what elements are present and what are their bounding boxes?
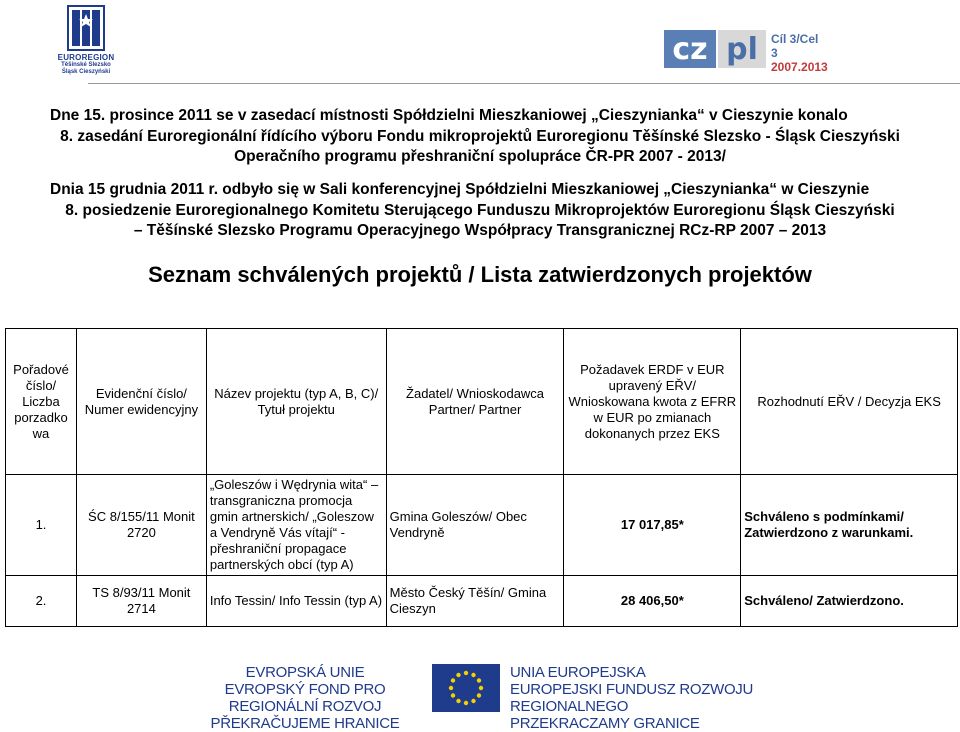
intro-czech	[50, 106, 910, 168]
header-decision: Rozhodnutí EŘV / Decyzja EKS	[741, 329, 958, 475]
czpl-pl-block: pl	[718, 30, 766, 68]
cell-applicant: Město Český Těšín/ Gmina Cieszyn	[386, 576, 564, 627]
table-header-row	[6, 329, 958, 475]
cell-evidence: ŚC 8/155/11 Monit 2720	[76, 475, 206, 576]
eu-cz-motto: PŘEKRAČUJEME HRANICE	[210, 715, 400, 732]
table-row	[6, 475, 958, 576]
header-applicant: Žadatel/ Wnioskodawca Partner/ Partner	[386, 329, 564, 475]
header-amount: Požadavek ERDF v EUR upravený EŘV/ Wnioskowana kwota z EFRR w EUR po zmianach dokonanych przez EKS	[564, 329, 741, 475]
header-divider	[88, 83, 960, 84]
eu-text-pl	[510, 664, 790, 732]
header-order: Pořadové číslo/ Liczba porzadko wa	[6, 329, 77, 475]
cell-amount: 28 406,50*	[564, 576, 741, 627]
cell-amount: 17 017,85*	[564, 475, 741, 576]
euroregion-sub-pl: Śląsk Cieszyński	[61, 69, 111, 75]
intro-cz-line1: Dne 15. prosince 2011 se v zasedací místnosti Spółdzielni Mieszkaniowej „Cieszynianka“ v Cieszynie konalo	[50, 107, 848, 124]
header-evidence: Evidenční číslo/ Numer ewidencyjny	[76, 329, 206, 475]
cell-decision: Schváleno/ Zatwierdzono.	[741, 576, 958, 627]
page-title: Seznam schválených projektů / Lista zatwierdzonych projektów	[148, 262, 812, 287]
eu-pl-fund: EUROPEJSKI FUNDUSZ ROZWOJU REGIONALNEGO	[510, 681, 754, 715]
intro-pl-line2: 8. posiedzenie Euroregionalnego Komitetu Sterującego Funduszu Mikroprojektów Euroregionu Śląsk Cieszyński	[65, 201, 895, 219]
program-years: 2007.2013	[771, 60, 828, 74]
projects-table	[5, 328, 958, 627]
eu-cz-union: EVROPSKÁ UNIE	[245, 664, 365, 681]
czpl-program-logo	[664, 30, 828, 74]
eu-text-cz	[190, 664, 420, 732]
cell-order: 1.	[6, 475, 77, 576]
cell-project-name: Info Tessin/ Info Tessin (typ A)	[206, 576, 386, 627]
cell-project-name: „Goleszów i Wędrynia wita“ – transgraniczna promocja gmin artnerskich/ „Goleszow a Vendryně Vás vítají“ - přeshraniční propagace partnerských obcí (typ A)	[206, 475, 386, 576]
cell-decision: Schváleno s podmínkami/ Zatwierdzono z warunkami.	[741, 475, 958, 576]
eu-flag-icon	[432, 664, 500, 712]
intro-cz-line3: Operačního programu přeshraniční spolupráce ČR-PR 2007 - 2013/	[234, 148, 726, 165]
footer-eu-banner	[0, 660, 960, 732]
eu-cz-fund: EVROPSKÝ FOND PRO REGIONÁLNÍ ROZVOJ	[224, 681, 386, 715]
intro-pl-line3: – Těšínské Slezsko Programu Operacyjnego Współpracy Transgranicznej RCz-RP 2007 – 2013	[133, 222, 827, 239]
cell-applicant: Gmina Goleszów/ Obec Vendryně	[386, 475, 564, 576]
czpl-program-label	[771, 32, 828, 74]
intro-cz-line2: 8. zasedání Euroregionální řídícího výboru Fondu mikroprojektů Euroregionu Těšínské Slezsko - Śląsk Cieszyński	[60, 127, 900, 145]
czpl-cz-block: cz	[664, 30, 716, 68]
intro-pl-line1: Dnia 15 grudnia 2011 r. odbyło się w Sali konferencyjnej Spółdzielni Mieszkaniowej „Cieszynianka“ w Cieszynie	[50, 181, 870, 198]
eu-pl-union: UNIA EUROPEJSKA	[510, 664, 646, 681]
cell-order: 2.	[6, 576, 77, 627]
eu-stars-icon	[432, 664, 500, 712]
euroregion-logo	[55, 4, 117, 78]
euroregion-name: EUROREGION	[57, 53, 115, 62]
intro-polish	[50, 180, 910, 242]
cell-evidence: TS 8/93/11 Monit 2714	[76, 576, 206, 627]
program-goal: Cíl 3/Cel 3	[771, 32, 819, 60]
table-row	[6, 576, 958, 627]
euroregion-sub-cz: Těšínské Slezsko	[61, 62, 111, 68]
euroregion-emblem-icon	[66, 4, 106, 52]
eu-pl-motto: PRZEKRACZAMY GRANICE	[510, 715, 700, 732]
header-project-name: Název projektu (typ A, B, C)/ Tytuł projektu	[206, 329, 386, 475]
